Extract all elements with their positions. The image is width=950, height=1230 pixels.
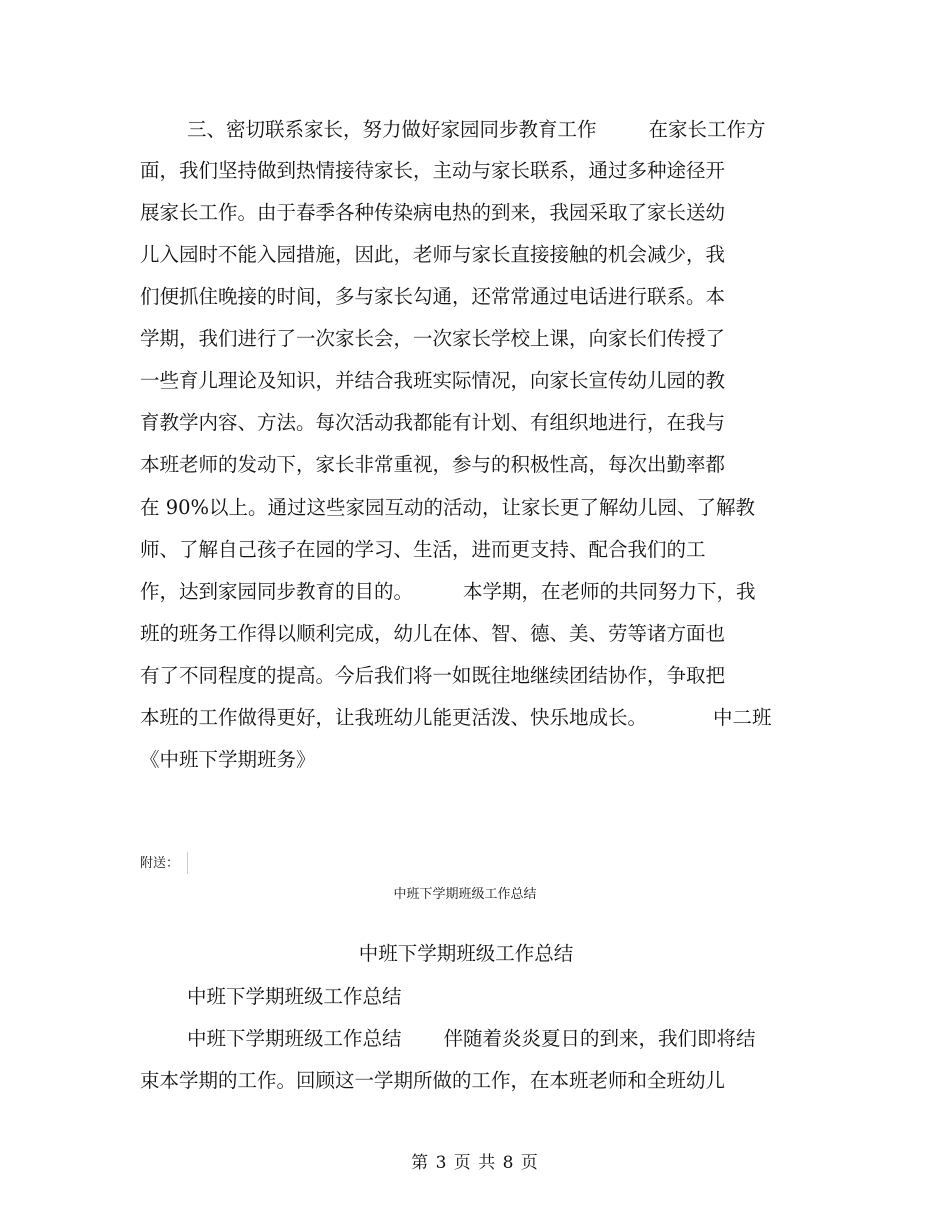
sentence-text: 作，达到家园同步教育的目的。: [140, 580, 414, 603]
class-signature: 中二班: [713, 706, 772, 729]
heading-tail-text: 在家长工作方: [648, 118, 766, 141]
attachment-small-title: 中班下学期班级工作总结: [393, 887, 537, 902]
paragraph-line: 儿入园时不能入园措施，因此，老师与家长直接接触的机会减少，我: [140, 243, 726, 266]
paragraph-line: [140, 706, 772, 730]
paragraph-line: 面，我们坚持做到热情接待家长，主动与家长联系，通过多种途径开: [140, 159, 726, 182]
paragraph-line: 本班老师的发动下，家长非常重视，参与的积极性高，每次出勤率都: [140, 453, 726, 476]
paragraph-line: 展家长工作。由于春季各种传染病电热的到来，我园采取了家长送幼: [140, 201, 726, 224]
attachment-subtitle: 中班下学期班级工作总结: [187, 985, 402, 1008]
paragraph-line: 在 90%以上。通过这些家园互动的活动，让家长更了解幼儿园、了解教: [140, 496, 756, 519]
paragraph-line: 一些育儿理论及知识，并结合我班实际情况，向家长宣传幼儿园的教: [140, 369, 726, 392]
paragraph-line: [140, 580, 756, 604]
sentence-text: 中班下学期班级工作总结: [187, 1027, 402, 1050]
attachment-label: 附送：: [140, 856, 180, 871]
sentence-text: 本班的工作做得更好，让我班幼儿能更活泼、快乐地成长。: [140, 706, 648, 729]
paragraph-line: [187, 1027, 756, 1051]
sentence-text: 本学期，在老师的共同努力下，我: [463, 580, 756, 603]
paragraph-line: 班的班务工作得以顺利完成，幼儿在体、智、德、美、劳等诸方面也: [140, 622, 726, 645]
paragraph-line: 有了不同程度的提高。今后我们将一如既往地继续团结协作，争取把: [140, 664, 726, 687]
paragraph-line: 师、了解自己孩子在园的学习、生活，进而更支持、配合我们的工: [140, 538, 706, 561]
paragraph-line: 束本学期的工作。回顾这一学期所做的工作，在本班老师和全班幼儿: [140, 1069, 726, 1092]
paragraph-line: [187, 118, 766, 142]
paragraph-line: 育教学内容、方法。每次活动我都能有计划、有组织地进行，在我与: [140, 411, 726, 434]
attachment-title: 中班下学期班级工作总结: [358, 942, 574, 965]
sentence-text: 伴随着炎炎夏日的到来，我们即将结: [443, 1027, 756, 1050]
page-number-footer: 第 3 页 共 8 页: [411, 1153, 539, 1173]
document-title-reference: 《中班下学期班务》: [140, 748, 316, 771]
section-heading: 三、密切联系家长，努力做好家园同步教育工作: [187, 118, 597, 141]
paragraph-line: 们便抓住晚接的时间，多与家长勾通，还常常通过电话进行联系。本: [140, 285, 726, 308]
paragraph-line: 学期，我们进行了一次家长会，一次家长学校上课，向家长们传授了: [140, 327, 726, 350]
attachment-divider: [187, 852, 188, 874]
